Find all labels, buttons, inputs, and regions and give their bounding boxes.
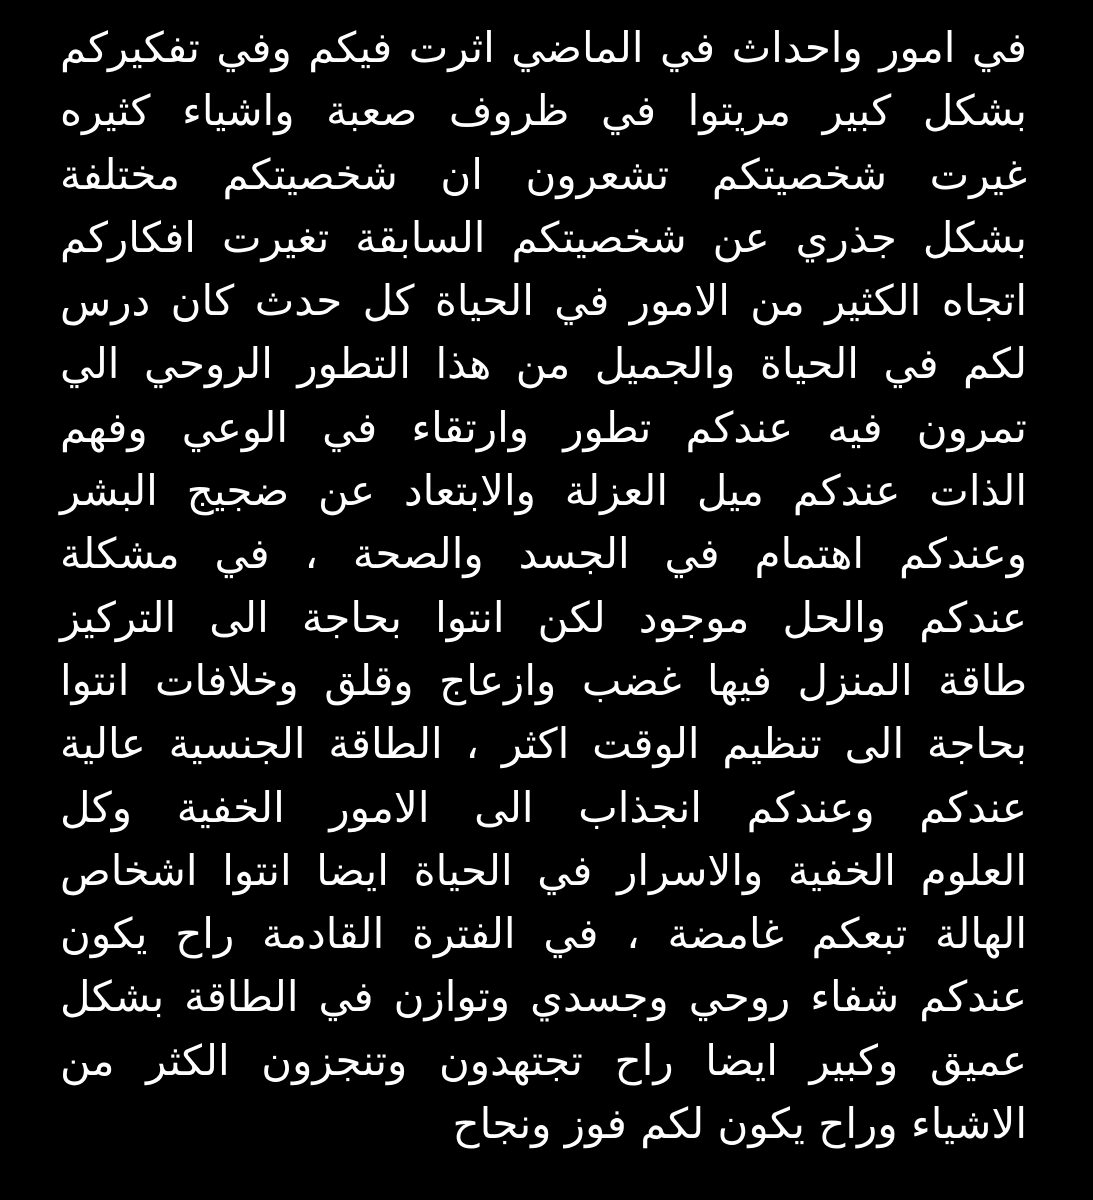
text-line: بحاجة الى تنظيم الوقت اكثر ، الطاقة الجنسية عالية: [60, 719, 1027, 769]
text-line: عندكم شفاء روحي وجسدي وتوازن في الطاقة بشكل: [60, 972, 1027, 1022]
text-line: عميق وكبير ايضا راح تجتهدون وتنجزون الكثر من: [60, 1035, 1027, 1085]
text-line-last: الاشياء وراح يكون لكم فوز ونجاح: [452, 1099, 1027, 1149]
text-line: اتجاه الكثير من الامور في الحياة كل حدث كان درس: [60, 276, 1027, 326]
text-line: عندكم والحل موجود لكن انتوا بحاجة الى التركيز: [60, 592, 1027, 642]
text-line: في امور واحداث في الماضي اثرت فيكم وفي تفكيركم: [60, 23, 1027, 72]
text-line: بشكل كبير مريتوا في ظروف صعبة واشياء كثيره: [60, 86, 1027, 136]
text-line: عندكم وعندكم انجذاب الى الامور الخفية وكل: [60, 782, 1027, 832]
text-line: بشكل جذري عن شخصيتكم السابقة تغيرت افكاركم: [60, 212, 1027, 262]
text-line: العلوم الخفية والاسرار في الحياة ايضا انتوا اشخاص: [60, 845, 1027, 895]
text-line: تمرون فيه عندكم تطور وارتقاء في الوعي وفهم: [60, 402, 1027, 452]
text-line: لكم في الحياة والجميل من هذا التطور الروحي الي: [60, 339, 1027, 389]
text-line: الهالة تبعكم غامضة ، في الفترة القادمة راح يكون: [60, 909, 1027, 959]
text-line: وعندكم اهتمام في الجسد والصحة ، في مشكلة: [60, 529, 1027, 579]
note-text-body: [60, 16, 1027, 1155]
text-line: غيرت شخصيتكم تشعرون ان شخصيتكم مختلفة: [60, 149, 1027, 199]
text-line: طاقة المنزل فيها غضب وازعاج وقلق وخلافات انتوا: [60, 655, 1027, 705]
text-line: الذات عندكم ميل العزلة والابتعاد عن ضجيج البشر: [60, 466, 1027, 516]
